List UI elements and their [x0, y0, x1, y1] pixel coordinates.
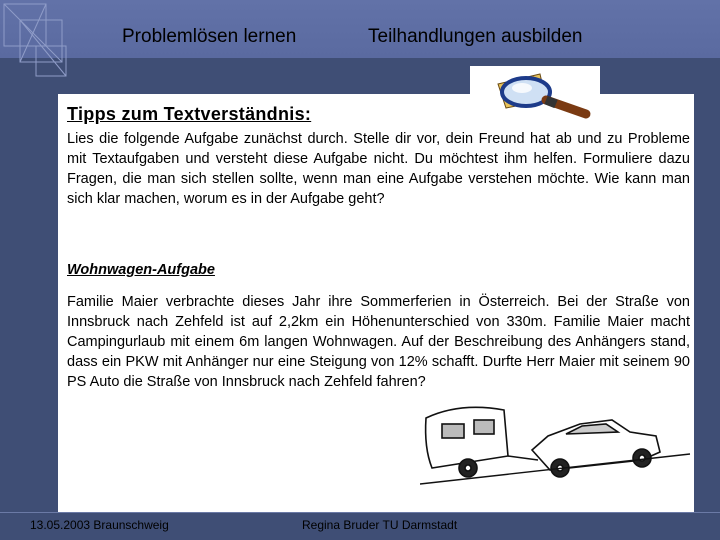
- header-title-right: Teilhandlungen ausbilden: [368, 26, 583, 47]
- car-with-caravan-illustration: [420, 398, 695, 490]
- header-band: [0, 0, 720, 58]
- footer-author: Regina Bruder TU Darmstadt: [302, 518, 458, 532]
- corner-decoration: [0, 0, 90, 100]
- magnifying-glass-icon: [470, 66, 600, 126]
- footer-divider: [0, 512, 720, 513]
- intro-paragraph: Lies die folgende Aufgabe zunächst durch. Stelle dir vor, dein Freund hat ab und zu Probleme mit Textaufgaben und versteht diese Aufgabe nicht. Du möchtest ihm helfen. Formuliere dazu Fragen, die man sich stellen sollte, wenn man eine Aufgabe verstehen möchte. Wie kann man sich klar machen, worum es in der Aufgabe geht?: [67, 131, 690, 207]
- section-heading: Tipps zum Textverständnis:: [67, 104, 312, 124]
- task-title: Wohnwagen-Aufgabe: [67, 262, 215, 278]
- header-title-left: Problemlösen lernen: [122, 26, 297, 47]
- footer-date-place: 13.05.2003 Braunschweig: [30, 518, 169, 532]
- task-paragraph: Familie Maier verbrachte dieses Jahr ihre Sommerferien in Österreich. Bei der Straße von Innsbruck nach Zehfeld ist auf 2,2km ein Höhenunterschied von 330m. Familie Maier macht Campingurlaub mit einem 6m langen Wohnwagen. Auf der Beschreibung des Anhängers stand, dass ein PKW mit Anhänger nur eine Steigung von 12% schafft. Durfte Herr Maier mit seinem 90 PS Auto die Straße von Innsbruck nach Zehfeld fahren?: [67, 294, 690, 390]
